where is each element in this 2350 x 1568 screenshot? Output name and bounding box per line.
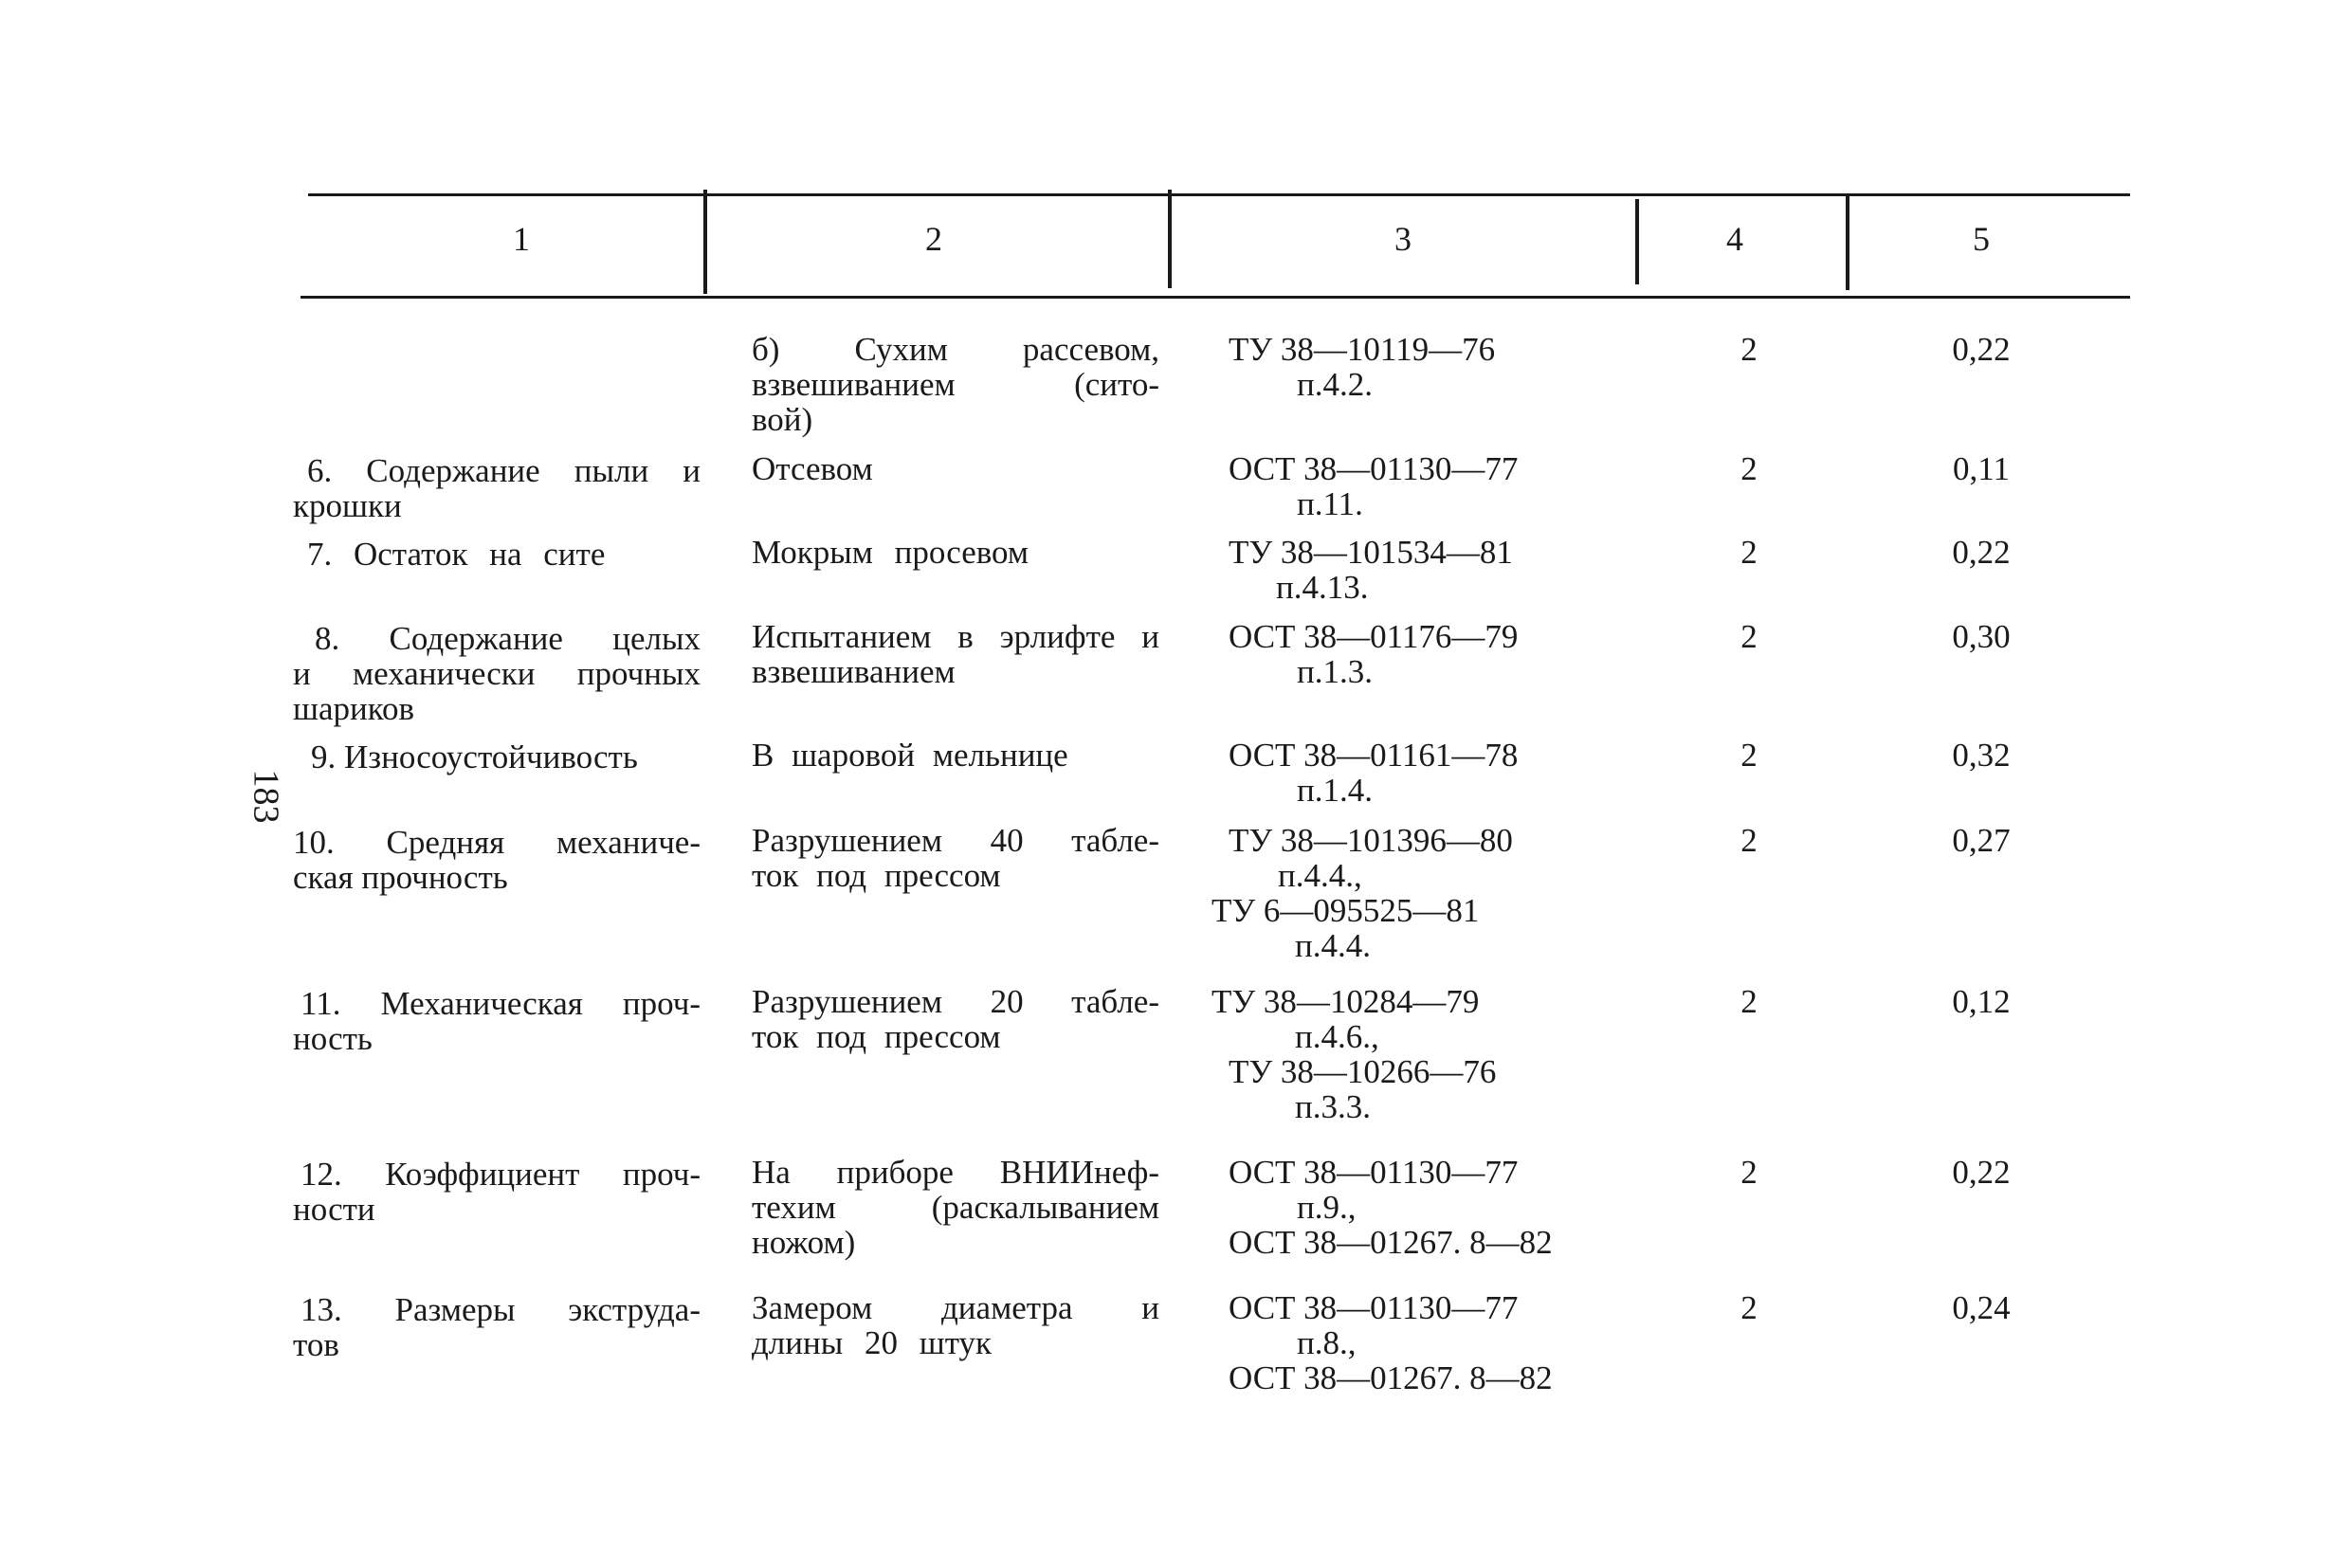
row-standard-ref: ОСТ 38—01130—77 п.8., ОСТ 38—01267. 8—82 [1229,1289,1553,1396]
row-value-5: 0,32 [1952,737,2011,774]
row-value-5: 0,22 [1952,1154,2011,1191]
column-divider [1635,199,1639,284]
table-header-bottom-rule [301,296,2130,299]
row-value-4: 2 [1740,618,1758,655]
column-header-3: 3 [1394,220,1412,258]
row-value-5: 0,30 [1952,618,2011,655]
row-indicator-name: 7. Остаток на сите [307,536,606,573]
column-header-5: 5 [1973,220,1990,258]
row-test-method: Замером диаметра и длины 20 штук [752,1289,1159,1361]
column-header-4: 4 [1726,220,1743,258]
column-divider [703,190,707,294]
row-value-5: 0,22 [1952,534,2011,571]
row-test-method: На приборе ВНИИнеф- техим (раскалыванием ножом) [752,1154,1159,1261]
row-test-method: Отсевом [752,450,873,487]
row-value-5: 0,27 [1952,822,2011,859]
row-value-4: 2 [1740,822,1758,859]
row-value-4: 2 [1740,1154,1758,1191]
row-value-5: 0,22 [1952,331,2011,368]
row-test-method: б) Сухим рассевом, взвешиванием (сито- вой) [752,331,1159,438]
row-standard-ref: ТУ 38—10284—79 п.4.6., ТУ 38—10266—76 п.3.3. [1211,983,1497,1125]
row-test-method: Испытанием в эрлифте и взвешиванием [752,618,1159,690]
row-value-4: 2 [1740,737,1758,774]
row-value-5: 0,12 [1952,983,2011,1020]
column-header-2: 2 [925,220,942,258]
row-indicator-name: 11. Механическая проч- ность [293,985,701,1057]
row-value-5: 0,24 [1952,1289,2011,1326]
row-indicator-name: 13. Размеры экструда- тов [293,1291,701,1363]
row-value-4: 2 [1740,450,1758,487]
row-standard-ref: ТУ 38—101396—80 п.4.4., ТУ 6—095525—81 п.4.4. [1211,822,1513,964]
row-standard-ref: ОСТ 38—01176—79 п.1.3. [1229,618,1519,690]
column-divider [1846,195,1849,290]
row-indicator-name: 6. Содержание пыли и крошки [293,452,701,524]
row-value-4: 2 [1740,983,1758,1020]
row-indicator-name: 9. Износоустойчивость [311,738,638,775]
row-test-method: Мокрым просевом [752,534,1029,571]
column-divider [1168,190,1172,288]
row-standard-ref: ОСТ 38—01130—77 п.11. [1229,450,1519,522]
row-value-4: 2 [1740,331,1758,368]
row-standard-ref: ТУ 38—101534—81 п.4.13. [1229,534,1513,606]
row-indicator-name: 10. Средняя механиче- ская прочность [293,824,701,896]
row-test-method: В шаровой мельнице [752,737,1068,774]
row-value-5: 0,11 [1953,450,2010,487]
row-value-4: 2 [1740,534,1758,571]
row-standard-ref: ОСТ 38—01161—78 п.1.4. [1229,737,1519,809]
table-top-rule [308,193,2130,196]
page-number: 183 [246,769,286,824]
row-indicator-name: 8. Содержание целых и механически прочных шариков [293,620,701,727]
row-standard-ref: ТУ 38—10119—76 п.4.2. [1229,331,1496,403]
row-test-method: Разрушением 20 табле- ток под прессом [752,983,1159,1055]
row-value-4: 2 [1740,1289,1758,1326]
row-standard-ref: ОСТ 38—01130—77 п.9., ОСТ 38—01267. 8—82 [1229,1154,1553,1261]
row-test-method: Разрушением 40 табле- ток под прессом [752,822,1159,894]
row-indicator-name: 12. Коэффициент проч- ности [293,1156,701,1228]
column-header-1: 1 [513,220,530,258]
